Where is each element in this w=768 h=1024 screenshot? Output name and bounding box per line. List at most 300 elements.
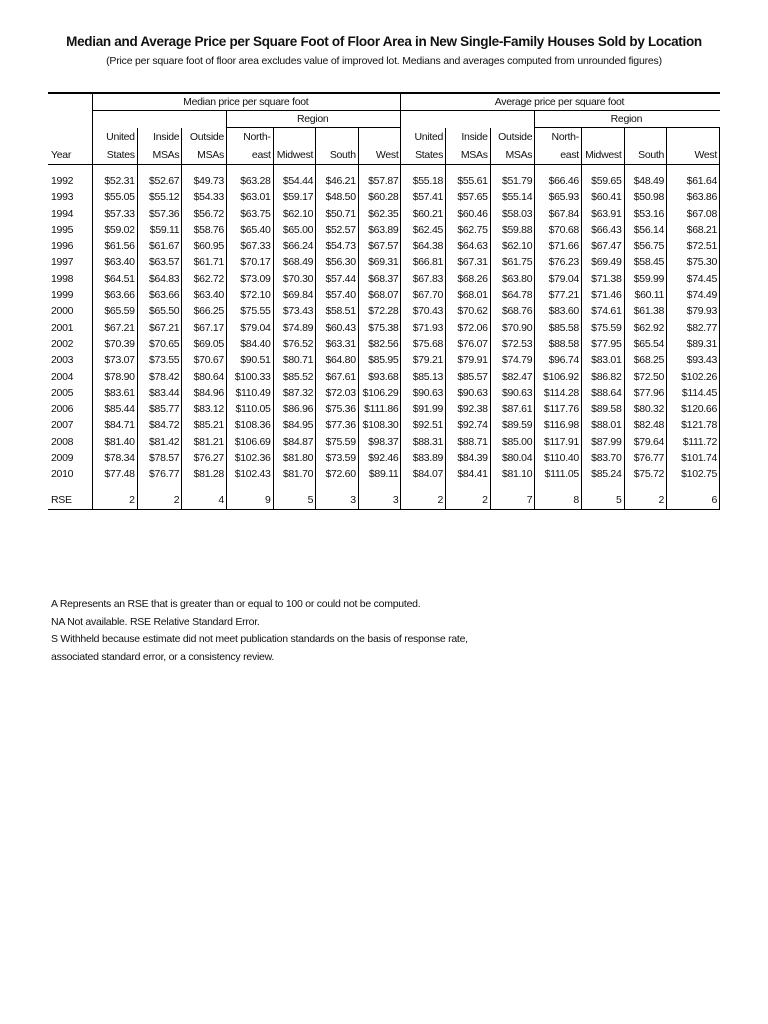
median-value-cell: $84.87 bbox=[273, 434, 316, 450]
table-row bbox=[48, 254, 720, 270]
average-value-cell: $82.48 bbox=[624, 417, 667, 433]
average-value-cell: $111.72 bbox=[667, 434, 720, 450]
median-value-cell: $61.56 bbox=[93, 238, 138, 254]
average-value-cell: $61.64 bbox=[667, 173, 720, 189]
average-value-cell: $56.75 bbox=[624, 238, 667, 254]
median-value-cell: $81.21 bbox=[182, 434, 227, 450]
average-value-cell: $62.92 bbox=[624, 320, 667, 336]
year-cell: 2008 bbox=[51, 435, 74, 448]
average-value-cell: $74.45 bbox=[667, 271, 720, 287]
median-value-cell: $66.24 bbox=[273, 238, 316, 254]
average-value-cell: $76.23 bbox=[535, 254, 582, 270]
average-col-header: States bbox=[401, 146, 446, 165]
average-value-cell: $77.95 bbox=[581, 336, 624, 352]
table-row bbox=[48, 369, 720, 385]
average-value-cell: $117.76 bbox=[535, 401, 582, 417]
average-value-cell: $67.70 bbox=[401, 287, 446, 303]
average-value-cell: $69.49 bbox=[581, 254, 624, 270]
median-value-cell: $70.65 bbox=[137, 336, 182, 352]
average-rse-cell: 7 bbox=[490, 491, 535, 510]
median-value-cell: $73.55 bbox=[137, 352, 182, 368]
table-row bbox=[48, 466, 720, 482]
year-cell: 1993 bbox=[51, 191, 74, 204]
average-rse-cell: 6 bbox=[667, 491, 720, 510]
median-value-cell: $84.96 bbox=[182, 385, 227, 401]
average-value-cell: $71.66 bbox=[535, 238, 582, 254]
average-value-cell: $68.21 bbox=[667, 222, 720, 238]
median-value-cell: $89.11 bbox=[358, 466, 401, 482]
average-value-cell: $67.47 bbox=[581, 238, 624, 254]
average-value-cell: $75.72 bbox=[624, 466, 667, 482]
median-col-header: MSAs bbox=[182, 146, 227, 165]
year-cell: 1994 bbox=[51, 207, 74, 220]
table-row bbox=[48, 173, 720, 189]
average-col-header: MSAs bbox=[490, 146, 535, 165]
average-value-cell: $72.51 bbox=[667, 238, 720, 254]
average-value-cell: $62.75 bbox=[446, 222, 491, 238]
average-value-cell: $71.46 bbox=[581, 287, 624, 303]
average-value-cell: $61.38 bbox=[624, 303, 667, 319]
average-value-cell: $79.64 bbox=[624, 434, 667, 450]
median-value-cell: $63.40 bbox=[182, 287, 227, 303]
average-col-header: MSAs bbox=[446, 146, 491, 165]
average-value-cell: $60.41 bbox=[581, 189, 624, 205]
median-value-cell: $75.38 bbox=[358, 320, 401, 336]
average-value-cell: $76.77 bbox=[624, 450, 667, 466]
median-value-cell: $57.87 bbox=[358, 173, 401, 189]
median-value-cell: $75.59 bbox=[316, 434, 359, 450]
average-value-cell: $59.65 bbox=[581, 173, 624, 189]
average-value-cell: $102.26 bbox=[667, 369, 720, 385]
median-value-cell: $76.52 bbox=[273, 336, 316, 352]
average-value-cell: $87.99 bbox=[581, 434, 624, 450]
average-value-cell: $64.38 bbox=[401, 238, 446, 254]
median-value-cell: $61.71 bbox=[182, 254, 227, 270]
average-value-cell: $55.18 bbox=[401, 173, 446, 189]
median-col-header: West bbox=[358, 146, 401, 165]
price-table bbox=[48, 92, 720, 510]
year-cell: 1999 bbox=[51, 289, 74, 302]
table-row bbox=[48, 336, 720, 352]
average-value-cell: $90.63 bbox=[401, 385, 446, 401]
median-value-cell: $73.07 bbox=[93, 352, 138, 368]
median-col-header-top bbox=[316, 128, 359, 147]
median-value-cell: $79.04 bbox=[226, 320, 273, 336]
year-cell: 2007 bbox=[51, 419, 74, 432]
average-value-cell: $51.79 bbox=[490, 173, 535, 189]
average-value-cell: $77.96 bbox=[624, 385, 667, 401]
average-col-header-top: Inside bbox=[446, 128, 491, 147]
average-value-cell: $92.38 bbox=[446, 401, 491, 417]
average-value-cell: $63.86 bbox=[667, 189, 720, 205]
average-value-cell: $67.83 bbox=[401, 271, 446, 287]
median-value-cell: $81.40 bbox=[93, 434, 138, 450]
average-value-cell: $74.79 bbox=[490, 352, 535, 368]
median-value-cell: $85.95 bbox=[358, 352, 401, 368]
median-value-cell: $62.72 bbox=[182, 271, 227, 287]
average-group-header: Average price per square foot bbox=[401, 93, 720, 111]
median-value-cell: $59.02 bbox=[93, 222, 138, 238]
median-value-cell: $52.31 bbox=[93, 173, 138, 189]
median-value-cell: $63.66 bbox=[93, 287, 138, 303]
average-value-cell: $83.60 bbox=[535, 303, 582, 319]
average-value-cell: $72.50 bbox=[624, 369, 667, 385]
average-value-cell: $56.14 bbox=[624, 222, 667, 238]
rse-row bbox=[48, 491, 720, 510]
average-value-cell: $85.58 bbox=[535, 320, 582, 336]
median-value-cell: $67.33 bbox=[226, 238, 273, 254]
median-value-cell: $63.28 bbox=[226, 173, 273, 189]
average-value-cell: $55.61 bbox=[446, 173, 491, 189]
average-value-cell: $60.46 bbox=[446, 206, 491, 222]
median-value-cell: $80.71 bbox=[273, 352, 316, 368]
table-row bbox=[48, 450, 720, 466]
median-value-cell: $65.00 bbox=[273, 222, 316, 238]
average-value-cell: $110.40 bbox=[535, 450, 582, 466]
median-value-cell: $81.80 bbox=[273, 450, 316, 466]
median-value-cell: $58.76 bbox=[182, 222, 227, 238]
year-cell: 1998 bbox=[51, 272, 74, 285]
median-value-cell: $65.40 bbox=[226, 222, 273, 238]
median-value-cell: $69.31 bbox=[358, 254, 401, 270]
year-cell: 2001 bbox=[51, 321, 74, 334]
year-cell: 2003 bbox=[51, 354, 74, 367]
average-rse-cell: 5 bbox=[581, 491, 624, 510]
median-value-cell: $70.39 bbox=[93, 336, 138, 352]
median-value-cell: $84.72 bbox=[137, 417, 182, 433]
average-value-cell: $79.91 bbox=[446, 352, 491, 368]
median-value-cell: $80.64 bbox=[182, 369, 227, 385]
median-value-cell: $70.67 bbox=[182, 352, 227, 368]
year-cell: 1997 bbox=[51, 256, 74, 269]
average-value-cell: $120.66 bbox=[667, 401, 720, 417]
average-value-cell: $74.49 bbox=[667, 287, 720, 303]
median-value-cell: $63.66 bbox=[137, 287, 182, 303]
median-value-cell: $100.33 bbox=[226, 369, 273, 385]
median-value-cell: $106.29 bbox=[358, 385, 401, 401]
average-value-cell: $89.31 bbox=[667, 336, 720, 352]
table-row bbox=[48, 434, 720, 450]
average-value-cell: $92.51 bbox=[401, 417, 446, 433]
median-value-cell: $46.21 bbox=[316, 173, 359, 189]
median-value-cell: $78.34 bbox=[93, 450, 138, 466]
average-value-cell: $58.03 bbox=[490, 206, 535, 222]
table-row bbox=[48, 303, 720, 319]
average-value-cell: $55.14 bbox=[490, 189, 535, 205]
median-col-header: States bbox=[93, 146, 138, 165]
median-value-cell: $67.17 bbox=[182, 320, 227, 336]
median-value-cell: $73.43 bbox=[273, 303, 316, 319]
year-cell: 2002 bbox=[51, 337, 74, 350]
average-col-header: South bbox=[624, 146, 667, 165]
page-title: Median and Average Price per Square Foot of Floor Area in New Single-Family Houses Sold by Location bbox=[66, 34, 702, 49]
median-value-cell: $66.25 bbox=[182, 303, 227, 319]
average-value-cell: $71.38 bbox=[581, 271, 624, 287]
median-col-header: Midwest bbox=[273, 146, 316, 165]
average-value-cell: $72.06 bbox=[446, 320, 491, 336]
average-value-cell: $85.00 bbox=[490, 434, 535, 450]
median-value-cell: $81.70 bbox=[273, 466, 316, 482]
median-value-cell: $58.51 bbox=[316, 303, 359, 319]
median-region-header: Region bbox=[226, 111, 401, 128]
median-value-cell: $83.61 bbox=[93, 385, 138, 401]
average-value-cell: $81.10 bbox=[490, 466, 535, 482]
average-value-cell: $87.61 bbox=[490, 401, 535, 417]
median-value-cell: $93.68 bbox=[358, 369, 401, 385]
average-value-cell: $92.74 bbox=[446, 417, 491, 433]
average-col-header: West bbox=[667, 146, 720, 165]
average-value-cell: $89.59 bbox=[490, 417, 535, 433]
median-col-header: MSAs bbox=[137, 146, 182, 165]
average-value-cell: $65.54 bbox=[624, 336, 667, 352]
median-col-header-top: North- bbox=[226, 128, 273, 147]
median-value-cell: $65.59 bbox=[93, 303, 138, 319]
median-value-cell: $68.37 bbox=[358, 271, 401, 287]
average-value-cell: $57.41 bbox=[401, 189, 446, 205]
average-value-cell: $65.93 bbox=[535, 189, 582, 205]
median-value-cell: $68.49 bbox=[273, 254, 316, 270]
average-rse-cell: 2 bbox=[624, 491, 667, 510]
median-value-cell: $82.56 bbox=[358, 336, 401, 352]
average-col-header-top: North- bbox=[535, 128, 582, 147]
average-col-header-top bbox=[624, 128, 667, 147]
median-value-cell: $72.10 bbox=[226, 287, 273, 303]
average-value-cell: $88.71 bbox=[446, 434, 491, 450]
median-value-cell: $68.07 bbox=[358, 287, 401, 303]
average-value-cell: $66.46 bbox=[535, 173, 582, 189]
median-value-cell: $85.44 bbox=[93, 401, 138, 417]
average-value-cell: $75.68 bbox=[401, 336, 446, 352]
median-col-header: east bbox=[226, 146, 273, 165]
median-value-cell: $56.30 bbox=[316, 254, 359, 270]
average-value-cell: $106.92 bbox=[535, 369, 582, 385]
median-col-header-top bbox=[358, 128, 401, 147]
average-value-cell: $84.07 bbox=[401, 466, 446, 482]
average-value-cell: $68.25 bbox=[624, 352, 667, 368]
median-value-cell: $65.50 bbox=[137, 303, 182, 319]
median-col-header-top: Outside bbox=[182, 128, 227, 147]
median-col-header-top: United bbox=[93, 128, 138, 147]
average-col-header-top: Outside bbox=[490, 128, 535, 147]
table-row bbox=[48, 222, 720, 238]
median-value-cell: $84.71 bbox=[93, 417, 138, 433]
average-col-header-top: United bbox=[401, 128, 446, 147]
average-value-cell: $77.21 bbox=[535, 287, 582, 303]
median-value-cell: $64.83 bbox=[137, 271, 182, 287]
median-group-header: Median price per square foot bbox=[93, 93, 401, 111]
median-value-cell: $111.86 bbox=[358, 401, 401, 417]
median-value-cell: $98.37 bbox=[358, 434, 401, 450]
year-cell: 2000 bbox=[51, 305, 74, 318]
median-value-cell: $61.67 bbox=[137, 238, 182, 254]
median-value-cell: $90.51 bbox=[226, 352, 273, 368]
average-col-header: Midwest bbox=[581, 146, 624, 165]
average-value-cell: $68.76 bbox=[490, 303, 535, 319]
median-value-cell: $110.05 bbox=[226, 401, 273, 417]
median-value-cell: $70.30 bbox=[273, 271, 316, 287]
median-col-header-top bbox=[273, 128, 316, 147]
average-value-cell: $61.75 bbox=[490, 254, 535, 270]
average-value-cell: $88.31 bbox=[401, 434, 446, 450]
average-value-cell: $90.63 bbox=[446, 385, 491, 401]
year-cell: 2006 bbox=[51, 403, 74, 416]
median-value-cell: $63.89 bbox=[358, 222, 401, 238]
median-value-cell: $55.12 bbox=[137, 189, 182, 205]
average-value-cell: $116.98 bbox=[535, 417, 582, 433]
median-value-cell: $60.95 bbox=[182, 238, 227, 254]
median-value-cell: $75.55 bbox=[226, 303, 273, 319]
table-row bbox=[48, 352, 720, 368]
average-value-cell: $71.93 bbox=[401, 320, 446, 336]
average-value-cell: $88.01 bbox=[581, 417, 624, 433]
average-value-cell: $91.99 bbox=[401, 401, 446, 417]
median-value-cell: $77.48 bbox=[93, 466, 138, 482]
average-value-cell: $63.80 bbox=[490, 271, 535, 287]
median-value-cell: $69.05 bbox=[182, 336, 227, 352]
median-value-cell: $54.44 bbox=[273, 173, 316, 189]
median-rse-cell: 9 bbox=[226, 491, 273, 510]
year-cell: 1992 bbox=[51, 175, 74, 187]
median-value-cell: $50.71 bbox=[316, 206, 359, 222]
median-value-cell: $63.40 bbox=[93, 254, 138, 270]
average-value-cell: $63.91 bbox=[581, 206, 624, 222]
median-value-cell: $59.11 bbox=[137, 222, 182, 238]
average-rse-cell: 2 bbox=[446, 491, 491, 510]
median-value-cell: $60.28 bbox=[358, 189, 401, 205]
median-value-cell: $74.89 bbox=[273, 320, 316, 336]
average-value-cell: $62.10 bbox=[490, 238, 535, 254]
median-value-cell: $63.31 bbox=[316, 336, 359, 352]
average-value-cell: $82.77 bbox=[667, 320, 720, 336]
average-value-cell: $79.21 bbox=[401, 352, 446, 368]
average-value-cell: $121.78 bbox=[667, 417, 720, 433]
average-value-cell: $70.43 bbox=[401, 303, 446, 319]
median-value-cell: $73.59 bbox=[316, 450, 359, 466]
median-value-cell: $81.42 bbox=[137, 434, 182, 450]
median-value-cell: $52.57 bbox=[316, 222, 359, 238]
average-value-cell: $83.01 bbox=[581, 352, 624, 368]
median-rse-cell: 3 bbox=[358, 491, 401, 510]
median-col-header-top: Inside bbox=[137, 128, 182, 147]
median-value-cell: $64.51 bbox=[93, 271, 138, 287]
average-value-cell: $60.21 bbox=[401, 206, 446, 222]
median-value-cell: $78.42 bbox=[137, 369, 182, 385]
page-subtitle: (Price per square foot of floor area excludes value of improved lot. Medians and averages computed from unrounded figures) bbox=[106, 55, 662, 67]
median-value-cell: $67.57 bbox=[358, 238, 401, 254]
median-value-cell: $67.61 bbox=[316, 369, 359, 385]
median-value-cell: $108.30 bbox=[358, 417, 401, 433]
average-value-cell: $85.13 bbox=[401, 369, 446, 385]
median-value-cell: $62.35 bbox=[358, 206, 401, 222]
average-value-cell: $88.64 bbox=[581, 385, 624, 401]
median-value-cell: $102.43 bbox=[226, 466, 273, 482]
average-value-cell: $75.59 bbox=[581, 320, 624, 336]
median-value-cell: $59.17 bbox=[273, 189, 316, 205]
median-value-cell: $85.77 bbox=[137, 401, 182, 417]
median-value-cell: $87.32 bbox=[273, 385, 316, 401]
median-value-cell: $63.75 bbox=[226, 206, 273, 222]
footnotes bbox=[51, 596, 468, 666]
median-value-cell: $106.69 bbox=[226, 434, 273, 450]
year-cell: 2009 bbox=[51, 452, 74, 465]
average-value-cell: $79.04 bbox=[535, 271, 582, 287]
median-col-header: South bbox=[316, 146, 359, 165]
average-value-cell: $75.30 bbox=[667, 254, 720, 270]
average-value-cell: $59.99 bbox=[624, 271, 667, 287]
median-value-cell: $57.36 bbox=[137, 206, 182, 222]
median-value-cell: $72.28 bbox=[358, 303, 401, 319]
average-value-cell: $79.93 bbox=[667, 303, 720, 319]
average-value-cell: $102.75 bbox=[667, 466, 720, 482]
median-value-cell: $63.57 bbox=[137, 254, 182, 270]
median-value-cell: $52.67 bbox=[137, 173, 182, 189]
median-value-cell: $70.17 bbox=[226, 254, 273, 270]
table-row bbox=[48, 320, 720, 336]
median-value-cell: $108.36 bbox=[226, 417, 273, 433]
year-cell: 1996 bbox=[51, 240, 74, 253]
year-cell: 2010 bbox=[51, 468, 74, 481]
table-row bbox=[48, 206, 720, 222]
average-value-cell: $48.49 bbox=[624, 173, 667, 189]
average-value-cell: $86.82 bbox=[581, 369, 624, 385]
median-rse-cell: 4 bbox=[182, 491, 227, 510]
average-col-header: east bbox=[535, 146, 582, 165]
average-value-cell: $70.90 bbox=[490, 320, 535, 336]
median-value-cell: $72.60 bbox=[316, 466, 359, 482]
average-value-cell: $114.28 bbox=[535, 385, 582, 401]
average-value-cell: $89.58 bbox=[581, 401, 624, 417]
average-value-cell: $84.41 bbox=[446, 466, 491, 482]
average-value-cell: $68.01 bbox=[446, 287, 491, 303]
average-value-cell: $83.70 bbox=[581, 450, 624, 466]
average-rse-cell: 8 bbox=[535, 491, 582, 510]
table-row bbox=[48, 271, 720, 287]
average-value-cell: $64.78 bbox=[490, 287, 535, 303]
median-value-cell: $57.40 bbox=[316, 287, 359, 303]
average-value-cell: $70.62 bbox=[446, 303, 491, 319]
table-row bbox=[48, 238, 720, 254]
median-value-cell: $78.57 bbox=[137, 450, 182, 466]
average-value-cell: $60.11 bbox=[624, 287, 667, 303]
median-value-cell: $110.49 bbox=[226, 385, 273, 401]
median-value-cell: $102.36 bbox=[226, 450, 273, 466]
median-value-cell: $75.36 bbox=[316, 401, 359, 417]
median-value-cell: $86.96 bbox=[273, 401, 316, 417]
median-value-cell: $83.44 bbox=[137, 385, 182, 401]
average-value-cell: $72.53 bbox=[490, 336, 535, 352]
median-value-cell: $78.90 bbox=[93, 369, 138, 385]
average-value-cell: $82.47 bbox=[490, 369, 535, 385]
average-region-header: Region bbox=[535, 111, 720, 128]
average-value-cell: $70.68 bbox=[535, 222, 582, 238]
rse-label: RSE bbox=[48, 491, 93, 510]
average-col-header-top bbox=[581, 128, 624, 147]
table-row bbox=[48, 287, 720, 303]
average-value-cell: $67.31 bbox=[446, 254, 491, 270]
median-value-cell: $56.72 bbox=[182, 206, 227, 222]
average-value-cell: $62.45 bbox=[401, 222, 446, 238]
median-value-cell: $49.73 bbox=[182, 173, 227, 189]
average-value-cell: $85.24 bbox=[581, 466, 624, 482]
average-value-cell: $59.88 bbox=[490, 222, 535, 238]
average-value-cell: $53.16 bbox=[624, 206, 667, 222]
median-value-cell: $67.21 bbox=[93, 320, 138, 336]
average-value-cell: $84.39 bbox=[446, 450, 491, 466]
median-value-cell: $48.50 bbox=[316, 189, 359, 205]
footnote: S Withheld because estimate did not meet publication standards on the basis of response rate, bbox=[51, 633, 468, 645]
footnote: NA Not available. RSE Relative Standard Error. bbox=[51, 615, 260, 628]
median-value-cell: $64.80 bbox=[316, 352, 359, 368]
